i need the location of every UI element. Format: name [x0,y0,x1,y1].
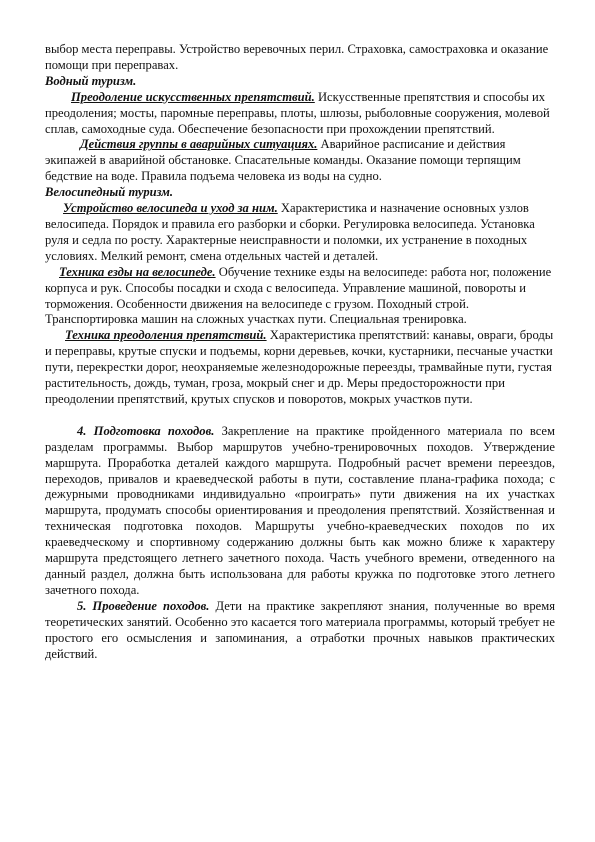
section-4-text: Закрепление на практике пройденного материала по всем разделам программы. Выбор маршрутов учебно-тренировочных походов. Утверждение маршрута. Проработка деталей каждого маршрута. Подробный расчет времени переездов, переходов, привалов и краеведческой работы в пути, составление плана-графика похода; с дежурными проводниками индивидуально «проиграть» пути движения на их участках маршрута, продумать способы ориентирования и преодоления препятствий. Хозяйственная и техническая подготовка походов. Маршруты учебно-краеведческих походов по их краеведческому и спортивному содержанию должны быть как можно ближе к характеру маршрута предстоящего летнего зачетного похода. Часть учебного времени, отведенного на данный раздел, должна быть использована для работы кружка по подготовке этого летнего зачетного похода. [45,423,555,597]
section-5-title: 5. Проведение походов. [77,598,210,613]
section-5-paragraph [45,599,555,663]
document-page [45,42,555,662]
section-5-text: Дети на практике закрепляют знания, полученные во время теоретических занятий. Особенно это касается того материала программы, который требует не простого его осмысления и запоминания, а отработки прочных навыков практических действий. [45,598,555,661]
water-emergency-text: Аварийное расписание и действия экипажей в аварийной обстановке. Спасательные команды. Оказание помощи терпящим бедствие на воде. Правила подъема человека из воды на судно. [45,137,521,184]
bike-riding-text: Обучение технике езды на велосипеде: работа ног, положение корпуса и рук. Способы посадки и схода с велосипеда. Управление машиной, повороты и торможения. Особенности движения на велосипеде с грузом. Походный строй. Транспортировка машин на сложных участках пути. Специальная тренировка. [45,264,552,327]
water-obstacles-title: Преодоление искусственных препятствий. [71,89,315,104]
section-4-paragraph [45,424,555,599]
water-obstacles-paragraph [45,90,555,138]
bike-obstacles-paragraph [45,328,555,408]
water-emergency-paragraph [45,137,555,185]
bike-device-text: Характеристика и назначение основных узлов велосипеда. Порядок и правила его разборки и сборки. Регулировка велосипеда. Установка руля и седла по росту. Характерные неисправности и поломки, их устранение в походных условиях. Мелкий ремонт, смена отдельных частей и деталей. [45,201,535,263]
bike-device-title: Устройство велосипеда и уход за ним. [63,201,278,216]
bike-device-paragraph [45,201,555,265]
bike-obstacles-title: Техника преодоления препятствий. [65,328,267,343]
bike-tourism-heading: Велосипедный туризм. [45,185,174,200]
water-emergency-title: Действия группы в аварийных ситуациях. [80,137,318,152]
section-4-title: 4. Подготовка походов. [77,423,215,438]
bike-riding-paragraph [45,265,555,329]
bike-obstacles-text: Характеристика препятствий: канавы, овраги, броды и переправы, крутые спуски и подъемы, корни деревьев, кочки, кустарники, песчаные участки пути, перекрестки дорог, неохраняемые железнодорожные переезды, трамвайные пути, густая растительность, дождь, туман, гроза, мокрый снег и др. Меры предосторожности при преодолении препятствий, крутых спусков и поворотов, мокрых участков пути. [45,328,554,406]
intro-paragraph: выбор места переправы. Устройство веревочных перил. Страховка, самостраховка и оказание помощи при переправах. [45,42,549,72]
water-obstacles-text: Искусственные препятствия и способы их преодоления; мосты, паромные переправы, плоты, шлюзы, рыболовные сооружения, молевой сплав, самоходные суда. Обеспечение безопасности при прохождении препятствий. [45,89,550,136]
water-tourism-heading: Водный туризм. [45,73,137,88]
bike-riding-title: Техника езды на велосипеде. [59,264,216,279]
